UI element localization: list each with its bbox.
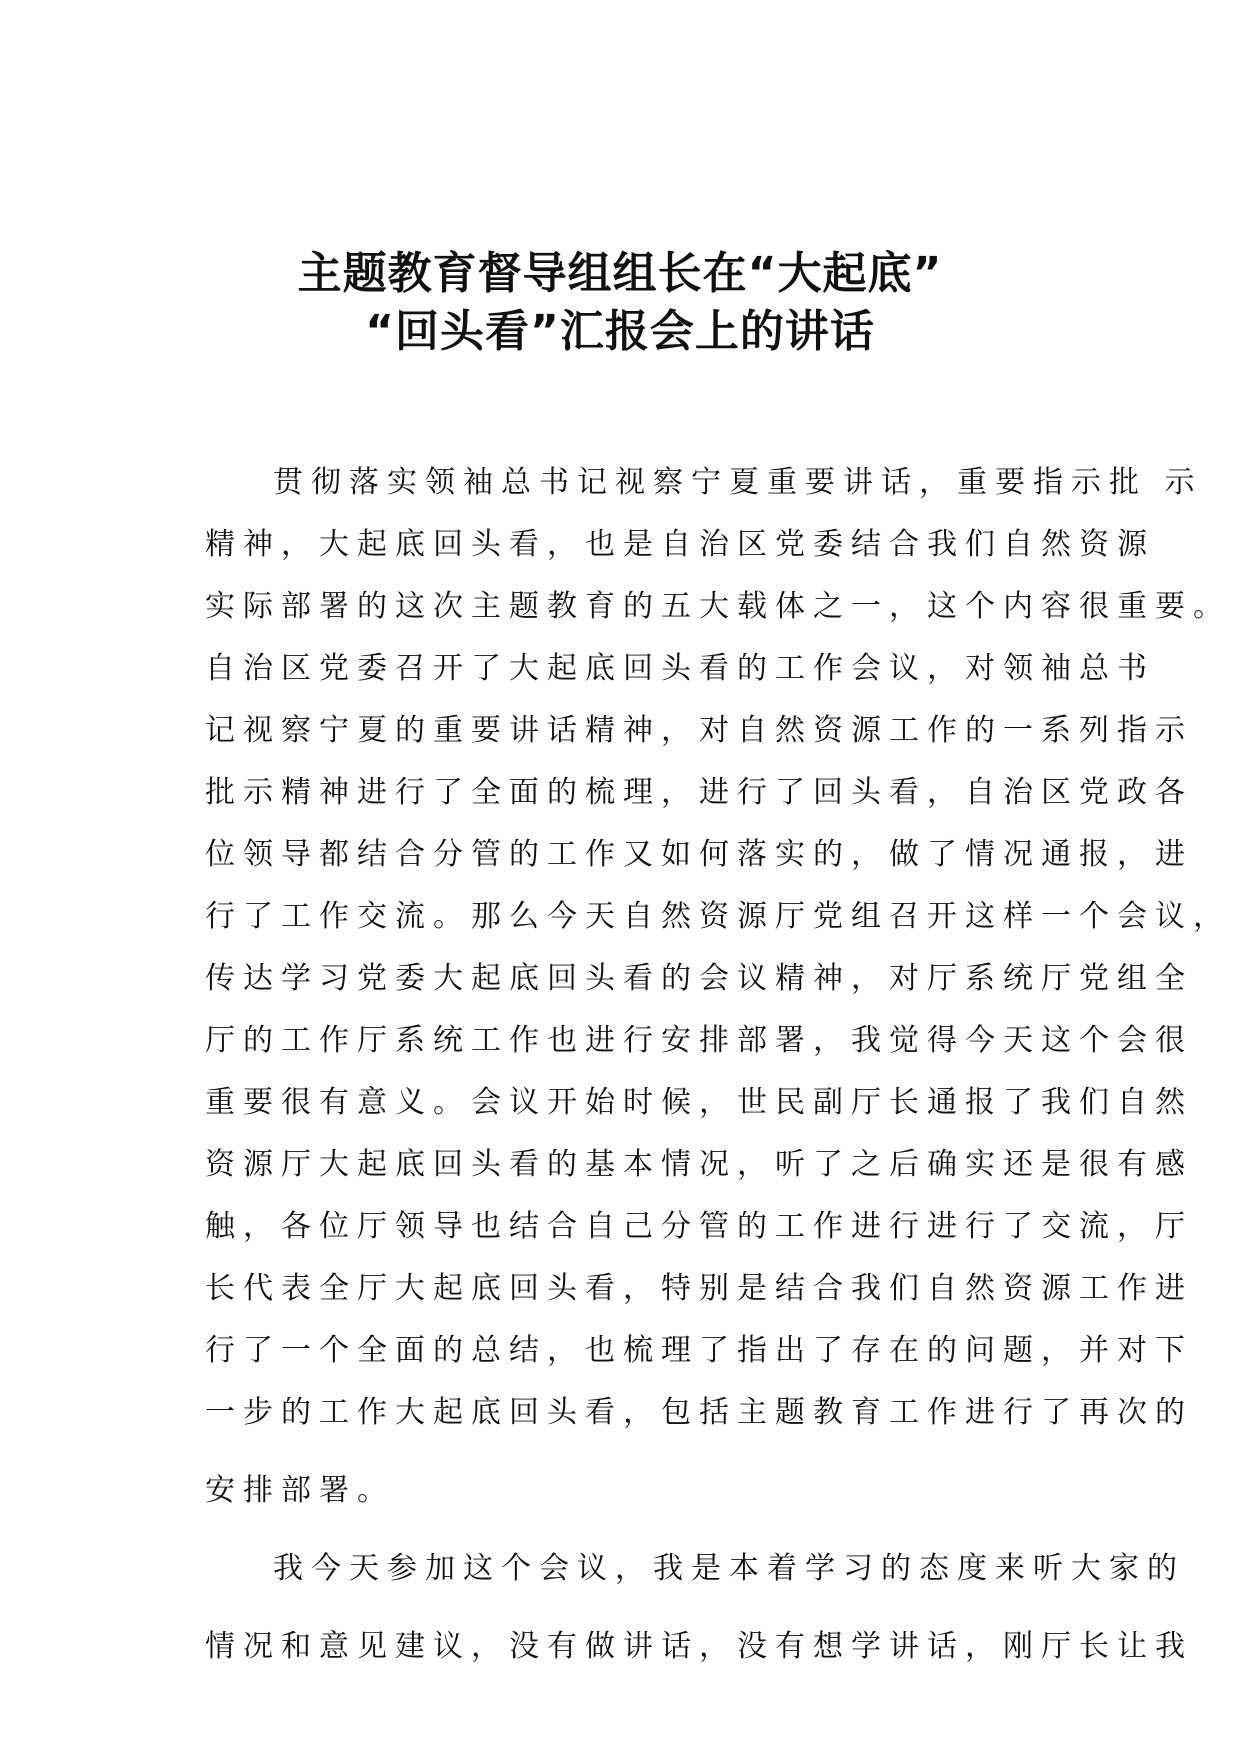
paragraph-line: 安排部署。 — [205, 1473, 395, 1508]
paragraph-line: 批示精神进行了全面的梳理，进行了回头看，自治区党政各 — [205, 775, 1193, 810]
document-body — [205, 463, 1231, 1667]
paragraph-line: 位领导都结合分管的工作又如何落实的，做了情况通报，进 — [205, 837, 1193, 872]
paragraph-line: 记视察宁夏的重要讲话精神，对自然资源工作的一系列指示 — [205, 713, 1193, 748]
title-line-1: 主题教育督导组组长在“大起底” — [297, 248, 943, 299]
paragraph-line: 情况和意见建议，没有做讲话，没有想学讲话，刚厅长让我 — [205, 1629, 1193, 1664]
paragraph-1 — [205, 463, 1231, 1511]
paragraph-line: 重要很有意义。会议开始时候，世民副厅长通报了我们自然 — [205, 1085, 1193, 1120]
paragraph-line: 触，各位厅领导也结合自己分管的工作进行进行了交流，厅 — [205, 1209, 1193, 1244]
paragraph-line: 资源厅大起底回头看的基本情况，听了之后确实还是很有感 — [205, 1147, 1193, 1182]
document-title — [0, 245, 1240, 361]
paragraph-line: 行了工作交流。那么今天自然资源厅党组召开这样一个会议， — [205, 899, 1231, 934]
paragraph-line: 厅的工作厅系统工作也进行安排部署，我觉得今天这个会很 — [205, 1023, 1193, 1058]
paragraph-line: 我今天参加这个会议，我是本着学习的态度来听大家的 — [273, 1551, 1185, 1586]
paragraph-line: 传达学习党委大起底回头看的会议精神，对厅系统厅党组全 — [205, 961, 1193, 996]
paragraph-line: 长代表全厅大起底回头看，特别是结合我们自然资源工作进 — [205, 1271, 1193, 1306]
paragraph-line: 一步的工作大起底回头看，包括主题教育工作进行了再次的 — [205, 1395, 1193, 1430]
paragraph-line: 精神，大起底回头看，也是自治区党委结合我们自然资源 — [205, 527, 1155, 562]
paragraph-2 — [205, 1549, 1193, 1667]
paragraph-line: 贯彻落实领袖总书记视察宁夏重要讲话，重要指示批 示 — [273, 465, 1203, 500]
paragraph-line: 自治区党委召开了大起底回头看的工作会议，对领袖总书 — [205, 651, 1155, 686]
title-line-2: “回头看”汇报会上的讲话 — [365, 306, 875, 357]
paragraph-line: 行了一个全面的总结，也梳理了指出了存在的问题，并对下 — [205, 1333, 1193, 1368]
paragraph-line: 实际部署的这次主题教育的五大载体之一，这个内容很重要。 — [205, 589, 1231, 624]
